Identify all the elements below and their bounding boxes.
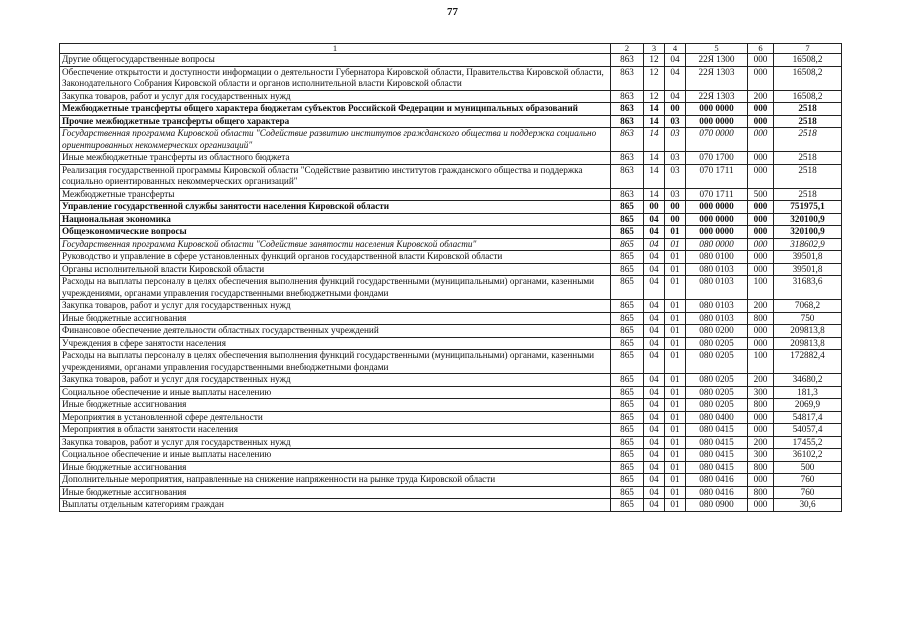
column-header-subsection: 4 [665, 44, 686, 54]
row-department-code: 865 [611, 486, 644, 499]
table-row [60, 486, 842, 499]
row-amount: 39501,8 [774, 263, 842, 276]
row-name-cell: Национальная экономика [60, 213, 611, 226]
row-amount: 2518 [774, 164, 842, 188]
row-section-code: 04 [644, 436, 665, 449]
row-expense-type-code: 100 [748, 350, 774, 374]
row-subsection-code: 04 [665, 54, 686, 67]
row-section-code: 14 [644, 128, 665, 152]
row-department-code: 865 [611, 386, 644, 399]
row-section-code: 04 [644, 312, 665, 325]
row-subsection-code: 01 [665, 263, 686, 276]
table-row [60, 188, 842, 201]
row-expense-type-code: 200 [748, 300, 774, 313]
row-expense-type-code: 100 [748, 276, 774, 300]
row-target-article-code: 080 0000 [686, 238, 748, 251]
row-section-code: 04 [644, 411, 665, 424]
row-expense-type-code: 000 [748, 115, 774, 128]
table-row [60, 164, 842, 188]
table-row [60, 103, 842, 116]
row-section-code: 12 [644, 90, 665, 103]
row-section-code: 04 [644, 251, 665, 264]
table-row [60, 128, 842, 152]
row-name-cell: Иные бюджетные ассигнования [60, 461, 611, 474]
row-target-article-code: 080 0103 [686, 300, 748, 313]
row-section-code: 04 [644, 337, 665, 350]
row-expense-type-code: 800 [748, 399, 774, 412]
row-subsection-code: 01 [665, 276, 686, 300]
row-expense-type-code: 000 [748, 201, 774, 214]
row-amount: 751975,1 [774, 201, 842, 214]
table-row [60, 312, 842, 325]
table-row [60, 350, 842, 374]
row-amount: 500 [774, 461, 842, 474]
row-amount: 2518 [774, 103, 842, 116]
row-section-code: 04 [644, 300, 665, 313]
row-name-cell: Руководство и управление в сфере установленных функций органов государственной власти Кировской области [60, 251, 611, 264]
page-number: 77 [447, 6, 458, 18]
row-subsection-code: 01 [665, 474, 686, 487]
row-amount: 750 [774, 312, 842, 325]
row-section-code: 14 [644, 103, 665, 116]
row-target-article-code: 080 0103 [686, 312, 748, 325]
row-target-article-code: 000 0000 [686, 103, 748, 116]
row-target-article-code: 080 0200 [686, 325, 748, 338]
row-subsection-code: 01 [665, 374, 686, 387]
row-amount: 320100,9 [774, 226, 842, 239]
table-row [60, 449, 842, 462]
row-name-cell: Социальное обеспечение и иные выплаты населению [60, 386, 611, 399]
row-subsection-code: 01 [665, 411, 686, 424]
row-department-code: 863 [611, 103, 644, 116]
row-name-cell: Иные бюджетные ассигнования [60, 486, 611, 499]
column-header-section: 3 [644, 44, 665, 54]
row-name-cell: Расходы на выплаты персоналу в целях обеспечения выполнения функций государственными (муниципальными) органами, казенными учреждениями, органами управления государственными внебюджетными фондами [60, 276, 611, 300]
row-section-code: 14 [644, 164, 665, 188]
row-subsection-code: 01 [665, 424, 686, 437]
row-expense-type-code: 000 [748, 152, 774, 165]
row-department-code: 865 [611, 251, 644, 264]
row-expense-type-code: 000 [748, 103, 774, 116]
row-expense-type-code: 800 [748, 312, 774, 325]
row-amount: 16508,2 [774, 90, 842, 103]
row-name-cell: Учреждения в сфере занятости населения [60, 337, 611, 350]
row-expense-type-code: 000 [748, 128, 774, 152]
row-section-code: 04 [644, 449, 665, 462]
row-name-cell: Межбюджетные трансферты общего характера бюджетам субъектов Российской Федерации и муниципальных образований [60, 103, 611, 116]
row-department-code: 865 [611, 201, 644, 214]
row-amount: 209813,8 [774, 325, 842, 338]
row-section-code: 00 [644, 201, 665, 214]
row-department-code: 863 [611, 152, 644, 165]
row-section-code: 04 [644, 226, 665, 239]
row-department-code: 865 [611, 436, 644, 449]
row-subsection-code: 01 [665, 226, 686, 239]
row-name-cell: Закупка товаров, работ и услуг для государственных нужд [60, 300, 611, 313]
column-header-name: 1 [60, 44, 611, 54]
row-department-code: 865 [611, 350, 644, 374]
row-department-code: 865 [611, 300, 644, 313]
row-name-cell: Финансовое обеспечение деятельности областных государственных учреждений [60, 325, 611, 338]
row-subsection-code: 03 [665, 152, 686, 165]
row-subsection-code: 01 [665, 337, 686, 350]
table-row [60, 474, 842, 487]
row-subsection-code: 03 [665, 164, 686, 188]
row-subsection-code: 01 [665, 399, 686, 412]
row-amount: 34680,2 [774, 374, 842, 387]
row-department-code: 865 [611, 226, 644, 239]
row-department-code: 863 [611, 66, 644, 90]
row-section-code: 04 [644, 461, 665, 474]
table-row [60, 90, 842, 103]
row-expense-type-code: 800 [748, 486, 774, 499]
row-name-cell: Общеэкономические вопросы [60, 226, 611, 239]
row-section-code: 04 [644, 499, 665, 512]
table-row [60, 424, 842, 437]
row-name-cell: Другие общегосударственные вопросы [60, 54, 611, 67]
row-name-cell: Межбюджетные трансферты [60, 188, 611, 201]
row-subsection-code: 03 [665, 188, 686, 201]
row-target-article-code: 000 0000 [686, 213, 748, 226]
row-name-cell: Социальное обеспечение и иные выплаты населению [60, 449, 611, 462]
row-amount: 54057,4 [774, 424, 842, 437]
row-name-cell: Обеспечение открытости и доступности информации о деятельности Губернатора Кировской области, Правительства Кировской области, Законодательного Собрания Кировской области и органов исполнительной власти Кировской области [60, 66, 611, 90]
row-expense-type-code: 500 [748, 188, 774, 201]
row-department-code: 865 [611, 325, 644, 338]
row-department-code: 865 [611, 374, 644, 387]
row-target-article-code: 080 0103 [686, 276, 748, 300]
row-expense-type-code: 200 [748, 374, 774, 387]
table-row [60, 251, 842, 264]
table-row [60, 152, 842, 165]
row-amount: 320100,9 [774, 213, 842, 226]
row-target-article-code: 000 0000 [686, 201, 748, 214]
row-section-code: 04 [644, 386, 665, 399]
row-target-article-code: 080 0900 [686, 499, 748, 512]
row-expense-type-code: 000 [748, 66, 774, 90]
row-target-article-code: 080 0416 [686, 486, 748, 499]
row-name-cell: Иные бюджетные ассигнования [60, 312, 611, 325]
row-amount: 181,3 [774, 386, 842, 399]
row-expense-type-code: 000 [748, 164, 774, 188]
row-subsection-code: 01 [665, 436, 686, 449]
row-amount: 39501,8 [774, 251, 842, 264]
row-target-article-code: 000 0000 [686, 226, 748, 239]
row-department-code: 863 [611, 128, 644, 152]
row-expense-type-code: 200 [748, 436, 774, 449]
row-name-cell: Мероприятия в области занятости населения [60, 424, 611, 437]
row-subsection-code: 01 [665, 386, 686, 399]
row-amount: 16508,2 [774, 66, 842, 90]
row-amount: 2069,9 [774, 399, 842, 412]
row-target-article-code: 22Я 1303 [686, 90, 748, 103]
column-header-amount: 7 [774, 44, 842, 54]
row-target-article-code: 080 0205 [686, 399, 748, 412]
row-subsection-code: 04 [665, 66, 686, 90]
row-section-code: 12 [644, 66, 665, 90]
row-target-article-code: 070 1700 [686, 152, 748, 165]
row-target-article-code: 070 1711 [686, 188, 748, 201]
table-row [60, 115, 842, 128]
row-amount: 54817,4 [774, 411, 842, 424]
row-department-code: 863 [611, 188, 644, 201]
row-expense-type-code: 300 [748, 449, 774, 462]
row-amount: 17455,2 [774, 436, 842, 449]
row-amount: 36102,2 [774, 449, 842, 462]
row-section-code: 04 [644, 474, 665, 487]
row-target-article-code: 070 0000 [686, 128, 748, 152]
row-section-code: 04 [644, 374, 665, 387]
row-section-code: 04 [644, 350, 665, 374]
row-expense-type-code: 000 [748, 499, 774, 512]
row-expense-type-code: 000 [748, 325, 774, 338]
row-department-code: 865 [611, 411, 644, 424]
row-name-cell: Управление государственной службы занятости населения Кировской области [60, 201, 611, 214]
row-target-article-code: 070 1711 [686, 164, 748, 188]
row-name-cell: Органы исполнительной власти Кировской области [60, 263, 611, 276]
row-amount: 172882,4 [774, 350, 842, 374]
row-name-cell: Закупка товаров, работ и услуг для государственных нужд [60, 374, 611, 387]
row-name-cell: Государственная программа Кировской области "Содействие развитию институтов гражданского общества и поддержка социально ориентированных некоммерческих организаций" [60, 128, 611, 152]
row-amount: 760 [774, 474, 842, 487]
row-target-article-code: 080 0205 [686, 374, 748, 387]
row-expense-type-code: 200 [748, 90, 774, 103]
row-name-cell: Закупка товаров, работ и услуг для государственных нужд [60, 436, 611, 449]
row-department-code: 865 [611, 399, 644, 412]
row-subsection-code: 01 [665, 238, 686, 251]
row-department-code: 863 [611, 115, 644, 128]
row-department-code: 863 [611, 90, 644, 103]
row-expense-type-code: 000 [748, 54, 774, 67]
table-row [60, 226, 842, 239]
row-amount: 2518 [774, 128, 842, 152]
table-body [60, 54, 842, 512]
row-section-code: 04 [644, 213, 665, 226]
row-amount: 31683,6 [774, 276, 842, 300]
row-target-article-code: 080 0205 [686, 337, 748, 350]
row-subsection-code: 00 [665, 213, 686, 226]
budget-table [59, 43, 842, 512]
row-expense-type-code: 000 [748, 238, 774, 251]
row-amount: 2518 [774, 188, 842, 201]
row-expense-type-code: 000 [748, 424, 774, 437]
row-expense-type-code: 000 [748, 251, 774, 264]
row-amount: 30,6 [774, 499, 842, 512]
row-department-code: 863 [611, 54, 644, 67]
row-target-article-code: 080 0103 [686, 263, 748, 276]
row-subsection-code: 01 [665, 499, 686, 512]
row-expense-type-code: 000 [748, 263, 774, 276]
row-amount: 7068,2 [774, 300, 842, 313]
column-header-row [60, 44, 842, 54]
table-row [60, 54, 842, 67]
row-department-code: 865 [611, 276, 644, 300]
row-name-cell: Прочие межбюджетные трансферты общего характера [60, 115, 611, 128]
row-department-code: 865 [611, 312, 644, 325]
table-row [60, 436, 842, 449]
table-row [60, 374, 842, 387]
row-department-code: 865 [611, 424, 644, 437]
row-amount: 760 [774, 486, 842, 499]
row-subsection-code: 04 [665, 90, 686, 103]
row-name-cell: Реализация государственной программы Кировской области "Содействие развитию институтов гражданского общества и поддержка социально ориентированных некоммерческих организаций" [60, 164, 611, 188]
row-department-code: 865 [611, 499, 644, 512]
table-row [60, 325, 842, 338]
row-target-article-code: 080 0415 [686, 436, 748, 449]
row-target-article-code: 080 0205 [686, 386, 748, 399]
table-row [60, 276, 842, 300]
row-expense-type-code: 000 [748, 213, 774, 226]
row-subsection-code: 00 [665, 201, 686, 214]
row-section-code: 04 [644, 238, 665, 251]
row-subsection-code: 03 [665, 128, 686, 152]
row-amount: 2518 [774, 115, 842, 128]
row-section-code: 04 [644, 399, 665, 412]
row-target-article-code: 080 0400 [686, 411, 748, 424]
table-row [60, 386, 842, 399]
row-subsection-code: 01 [665, 312, 686, 325]
row-section-code: 04 [644, 325, 665, 338]
row-expense-type-code: 000 [748, 411, 774, 424]
column-header-department: 2 [611, 44, 644, 54]
row-section-code: 04 [644, 424, 665, 437]
row-department-code: 865 [611, 461, 644, 474]
row-subsection-code: 03 [665, 115, 686, 128]
row-section-code: 04 [644, 276, 665, 300]
column-header-target-article: 5 [686, 44, 748, 54]
table-row [60, 399, 842, 412]
row-name-cell: Выплаты отдельным категориям граждан [60, 499, 611, 512]
table-row [60, 411, 842, 424]
table-row [60, 238, 842, 251]
row-department-code: 865 [611, 449, 644, 462]
row-subsection-code: 01 [665, 251, 686, 264]
row-department-code: 865 [611, 337, 644, 350]
column-header-expense-type: 6 [748, 44, 774, 54]
row-section-code: 14 [644, 152, 665, 165]
table-row [60, 337, 842, 350]
row-name-cell: Государственная программа Кировской области "Содействие занятости населения Кировской области" [60, 238, 611, 251]
table-row [60, 263, 842, 276]
row-department-code: 865 [611, 238, 644, 251]
row-section-code: 14 [644, 115, 665, 128]
row-target-article-code: 080 0415 [686, 449, 748, 462]
table-row [60, 499, 842, 512]
row-target-article-code: 080 0415 [686, 424, 748, 437]
table-row [60, 461, 842, 474]
row-target-article-code: 080 0100 [686, 251, 748, 264]
row-expense-type-code: 000 [748, 337, 774, 350]
row-section-code: 14 [644, 188, 665, 201]
row-name-cell: Иные бюджетные ассигнования [60, 399, 611, 412]
table-row [60, 300, 842, 313]
row-department-code: 865 [611, 213, 644, 226]
row-subsection-code: 01 [665, 300, 686, 313]
row-name-cell: Дополнительные мероприятия, направленные на снижение напряженности на рынке труда Кировской области [60, 474, 611, 487]
row-name-cell: Закупка товаров, работ и услуг для государственных нужд [60, 90, 611, 103]
table-row [60, 213, 842, 226]
table-row [60, 66, 842, 90]
row-subsection-code: 01 [665, 449, 686, 462]
row-target-article-code: 22Я 1303 [686, 66, 748, 90]
table-row [60, 201, 842, 214]
row-target-article-code: 000 0000 [686, 115, 748, 128]
row-expense-type-code: 000 [748, 474, 774, 487]
row-name-cell: Иные межбюджетные трансферты из областного бюджета [60, 152, 611, 165]
row-target-article-code: 080 0416 [686, 474, 748, 487]
row-section-code: 12 [644, 54, 665, 67]
row-department-code: 863 [611, 164, 644, 188]
row-amount: 209813,8 [774, 337, 842, 350]
row-amount: 318602,9 [774, 238, 842, 251]
row-expense-type-code: 000 [748, 226, 774, 239]
row-name-cell: Мероприятия в установленной сфере деятельности [60, 411, 611, 424]
row-department-code: 865 [611, 263, 644, 276]
row-subsection-code: 01 [665, 461, 686, 474]
row-name-cell: Расходы на выплаты персоналу в целях обеспечения выполнения функций государственными (муниципальными) органами, казенными учреждениями, органами управления государственными внебюджетными фондами [60, 350, 611, 374]
row-subsection-code: 01 [665, 325, 686, 338]
row-target-article-code: 080 0415 [686, 461, 748, 474]
row-expense-type-code: 800 [748, 461, 774, 474]
row-subsection-code: 01 [665, 350, 686, 374]
row-target-article-code: 22Я 1300 [686, 54, 748, 67]
row-subsection-code: 00 [665, 103, 686, 116]
row-subsection-code: 01 [665, 486, 686, 499]
row-expense-type-code: 300 [748, 386, 774, 399]
row-section-code: 04 [644, 263, 665, 276]
row-section-code: 04 [644, 486, 665, 499]
row-department-code: 865 [611, 474, 644, 487]
row-target-article-code: 080 0205 [686, 350, 748, 374]
row-amount: 2518 [774, 152, 842, 165]
row-amount: 16508,2 [774, 54, 842, 67]
